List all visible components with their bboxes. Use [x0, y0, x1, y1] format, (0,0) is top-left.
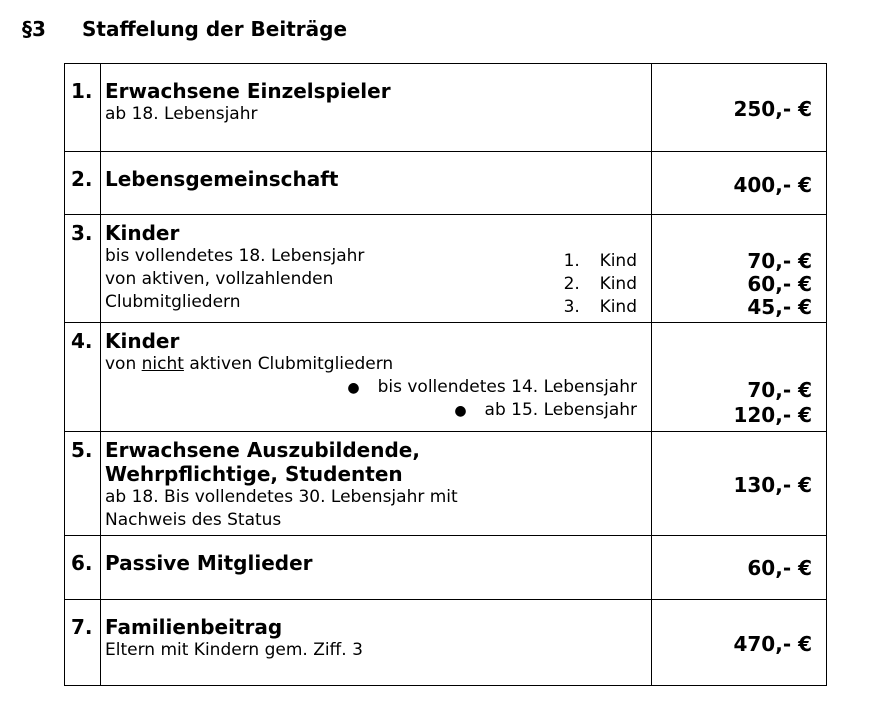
table-row: [65, 432, 827, 536]
row-subtitle: [105, 353, 651, 376]
row-number: 5.: [65, 432, 101, 536]
child-tier: [564, 296, 637, 319]
price-cell: [652, 600, 827, 686]
price-cell: [652, 152, 827, 215]
price: 60,- €: [747, 556, 812, 580]
row-number: 4.: [65, 323, 101, 432]
row-description: [101, 215, 652, 323]
row-subtitle: Eltern mit Kindern gem. Ziff. 3: [105, 640, 363, 660]
price: 130,- €: [733, 473, 812, 497]
price: 400,- €: [733, 173, 812, 197]
row-description: [101, 152, 652, 215]
table-row: [65, 215, 827, 323]
table-row: [65, 536, 827, 600]
bullet-text: bis vollendetes 14. Lebensjahr: [377, 377, 637, 397]
section-title: Staffelung der Beiträge: [82, 17, 348, 41]
price-cell: [652, 432, 827, 536]
row-line: Clubmitgliedern: [105, 292, 241, 312]
row-line: ab 18. Bis vollendetes 30. Lebensjahr mit: [105, 487, 458, 507]
price: 70,- €: [747, 249, 812, 273]
bullet-text: ab 15. Lebensjahr: [484, 400, 637, 420]
row-title: Passive Mitglieder: [105, 551, 313, 575]
price: 470,- €: [733, 632, 812, 656]
subtitle-underlined: nicht: [141, 354, 184, 374]
row-description: [101, 64, 652, 152]
row-number: 1.: [65, 64, 101, 152]
row-description: [101, 432, 652, 536]
row-description: [101, 600, 652, 686]
row-title: Wehrpflichtige, Studenten: [105, 462, 403, 486]
row-title: Kinder: [105, 221, 180, 245]
fee-table: [64, 63, 827, 686]
price: 250,- €: [733, 97, 812, 121]
child-tier-label: Kind: [599, 297, 637, 317]
row-line: bis vollendetes 18. Lebensjahr: [105, 246, 365, 266]
row-description: [101, 536, 652, 600]
table-row: [65, 323, 827, 432]
row-number: 6.: [65, 536, 101, 600]
section-number: §3: [22, 17, 46, 41]
price: 70,- €: [747, 378, 812, 402]
subtitle-part: von: [105, 354, 142, 374]
child-tier-number: 3.: [563, 297, 580, 317]
price: 60,- €: [747, 272, 812, 296]
row-subtitle: ab 18. Lebensjahr: [105, 104, 258, 124]
price: 45,- €: [747, 295, 812, 319]
price-cell: [652, 64, 827, 152]
child-tier-number: 1.: [563, 251, 580, 271]
row-number: 2.: [65, 152, 101, 215]
bullet-item: ● bis vollendetes 14. Lebensjahr: [347, 377, 637, 397]
price-cell: [652, 323, 827, 432]
price: 120,- €: [733, 403, 812, 427]
row-line: von aktiven, vollzahlenden: [105, 269, 334, 289]
row-title: Erwachsene Einzelspieler: [105, 79, 391, 103]
row-description: [101, 323, 652, 432]
table-row: [65, 64, 827, 152]
row-number: 7.: [65, 600, 101, 686]
child-tier-label: Kind: [599, 251, 637, 271]
row-title: Kinder: [105, 329, 180, 353]
row-title: Erwachsene Auszubildende,: [105, 438, 420, 462]
row-line: Nachweis des Status: [105, 510, 282, 530]
child-tier-number: 2.: [563, 274, 580, 294]
subtitle-part: aktiven Clubmitgliedern: [183, 354, 394, 374]
row-number: 3.: [65, 215, 101, 323]
price-cell: [652, 215, 827, 323]
table-row: [65, 600, 827, 686]
row-title: Lebensgemeinschaft: [105, 167, 339, 191]
child-tier: [564, 273, 637, 296]
child-tier-label: Kind: [599, 274, 637, 294]
section-heading: [0, 17, 888, 45]
bullet-item: ● ab 15. Lebensjahr: [454, 400, 637, 420]
row-title: Familienbeitrag: [105, 615, 283, 639]
table-row: [65, 152, 827, 215]
price-cell: [652, 536, 827, 600]
child-tier: [564, 250, 637, 273]
